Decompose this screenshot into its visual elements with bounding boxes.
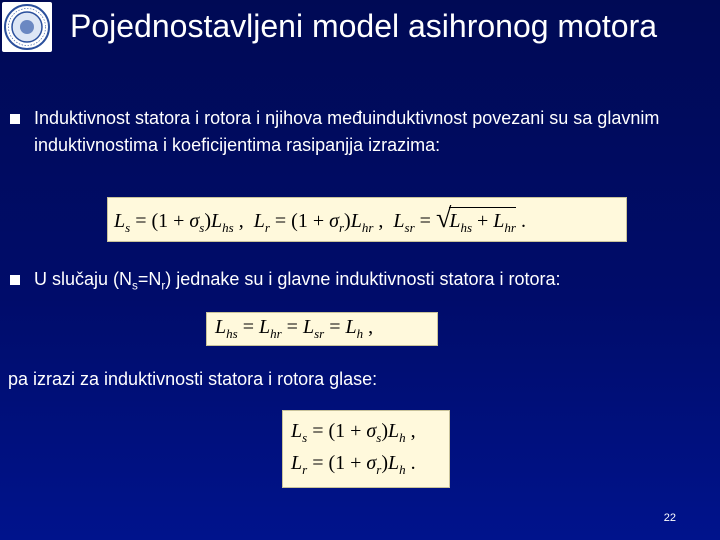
slide-title: Pojednostavljeni model asihronog motora: [70, 8, 658, 44]
final-inductance-formulas-image: $L_s = (1 + \sigma_s)L_h$ , $L_r = (1 + \sigma_r)L_h$ .: [282, 410, 450, 488]
square-bullet-icon: [10, 275, 20, 285]
inductance-formulas-image: $L_s = (1 + \sigma_s)L_{hs}$ , $L_r = (1 + \sigma_r)L_{hr}$ , $L_{sr} = √L_{hs} + L_{hr}$ .: [107, 197, 627, 242]
square-bullet-icon: [10, 114, 20, 124]
university-seal-logo: [2, 2, 52, 52]
bullet-text-1: Induktivnost statora i rotora i njihova međuinduktivnost povezani su sa glavnim induktivnostima i koeficijentima rasipanjja izrazima:: [34, 108, 660, 155]
page-number: 22: [663, 512, 676, 524]
bullet-item-1: [10, 105, 714, 159]
equal-inductance-formula-image: $L_{hs} = L_{hr} = L_{sr} = L_h$ ,: [206, 312, 438, 346]
bullet-item-2: [10, 266, 714, 300]
paragraph-text: pa izrazi za induktivnosti statora i rotora glase:: [8, 369, 378, 389]
bullet-text-2: U slučaju $(N_s=N_r)$ jednake su i glavne induktivnosti statora i rotora:: [34, 269, 561, 293]
